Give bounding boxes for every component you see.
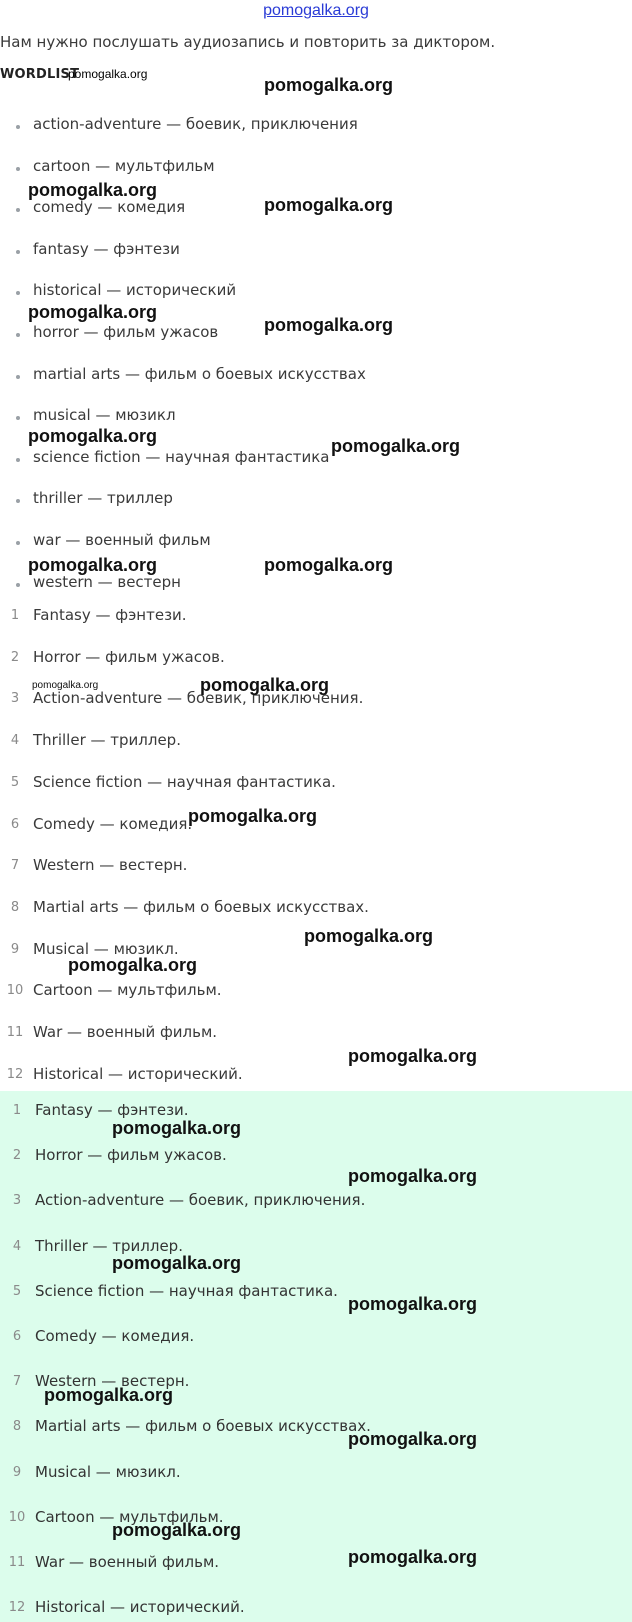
- exercise-item-text: Martial arts — фильм о боевых искусствах.: [33, 897, 369, 916]
- wordlist-item-text: horror — фильм ужасов: [33, 323, 219, 341]
- bullet-icon: [16, 375, 20, 379]
- watermark-text: pomogalka.org: [28, 180, 158, 200]
- watermark-text: pomogalka.org: [44, 1385, 174, 1405]
- wordlist-item-text: thriller — триллер: [33, 489, 173, 508]
- item-number: 9: [10, 941, 20, 957]
- watermark-text: pomogalka.org: [68, 955, 198, 975]
- bullet-icon: [16, 583, 20, 587]
- bullet-icon: [16, 541, 20, 545]
- bullet-icon: [16, 416, 20, 420]
- instruction-text: Нам нужно послушать аудиозапись и повторить за диктором.: [0, 33, 496, 51]
- wordlist-item-text: western — вестерн: [33, 572, 181, 591]
- item-number: 6: [12, 1329, 22, 1344]
- answer-item-text: Western — вестерн.: [35, 1372, 190, 1391]
- wordlist-heading: WORDLIST: [0, 67, 80, 82]
- item-number: 1: [12, 1103, 22, 1118]
- item-number: 1: [10, 608, 20, 623]
- item-number: 10: [8, 1509, 26, 1525]
- watermark-text: pomogalka.org: [348, 1429, 478, 1449]
- watermark-text: pomogalka.org: [264, 195, 394, 215]
- watermark-text: pomogalka.org: [28, 555, 158, 575]
- exercise-item-text: Historical — исторический.: [33, 1064, 243, 1083]
- bullet-icon: [16, 458, 20, 462]
- answer-item-text: War — военный фильм.: [35, 1553, 220, 1571]
- item-number: 6: [10, 816, 20, 832]
- watermark-text: pomogalka.org: [304, 926, 434, 946]
- item-number: 3: [10, 691, 20, 707]
- watermark-text: pomogalka.org: [32, 680, 99, 691]
- item-number: 10: [6, 983, 24, 999]
- watermark-text: pomogalka.org: [348, 1547, 478, 1567]
- bullet-icon: [16, 333, 20, 337]
- watermark-text: pomogalka.org: [348, 1166, 478, 1186]
- watermark-text: pomogalka.org: [331, 436, 461, 456]
- item-number: 8: [10, 899, 20, 915]
- answer-item-text: Musical — мюзикл.: [35, 1462, 181, 1481]
- watermark-text: pomogalka.org: [264, 315, 394, 335]
- exercise-item-text: War — военный фильм.: [33, 1023, 218, 1041]
- bullet-icon: [16, 291, 20, 295]
- wordlist-item-text: musical — мюзикл: [33, 406, 176, 425]
- wordlist-item-text: comedy — комедия: [33, 198, 186, 217]
- item-number: 5: [10, 774, 20, 790]
- item-number: 5: [12, 1283, 22, 1299]
- item-number: 12: [6, 1066, 24, 1082]
- exercise-item-text: Fantasy — фэнтези.: [33, 606, 187, 624]
- bullet-icon: [16, 208, 20, 212]
- answer-item-text: Science fiction — научная фантастика.: [35, 1281, 338, 1300]
- item-number: 4: [10, 733, 20, 749]
- answer-item-text: Cartoon — мультфильм.: [35, 1507, 224, 1526]
- exercise-item-text: Science fiction — научная фантастика.: [33, 772, 336, 791]
- item-number: 7: [12, 1374, 22, 1390]
- item-number: 7: [10, 858, 20, 874]
- exercise-item-text: Thriller — триллер.: [33, 731, 181, 750]
- answer-item-text: Comedy — комедия.: [35, 1327, 195, 1345]
- watermark-text: pomogalka.org: [28, 426, 158, 446]
- exercise-item-text: Cartoon — мультфильм.: [33, 981, 222, 1000]
- item-number: 12: [8, 1600, 26, 1616]
- answer-item-text: Historical — исторический.: [35, 1598, 245, 1617]
- exercise-item-text: Action-adventure — боевик, приключения.: [33, 689, 364, 708]
- item-number: 9: [12, 1464, 22, 1480]
- watermark-text: pomogalka.org: [348, 1046, 478, 1066]
- item-number: 3: [12, 1193, 22, 1209]
- item-number: 2: [12, 1148, 22, 1164]
- site-header-link[interactable]: pomogalka.org: [263, 2, 369, 19]
- watermark-text: pomogalka.org: [188, 806, 318, 826]
- watermark-text: pomogalka.org: [112, 1118, 242, 1138]
- wordlist-watermark-tag: pomogalka.org: [68, 67, 148, 81]
- answer-item-text: Horror — фильм ужасов.: [35, 1146, 227, 1165]
- wordlist-item-text: cartoon — мультфильм: [33, 156, 215, 175]
- item-number: 2: [10, 649, 20, 665]
- wordlist-item-text: science fiction — научная фантастика: [33, 447, 330, 466]
- watermark-text: pomogalka.org: [112, 1253, 242, 1273]
- wordlist-item-text: action-adventure — боевик, приключения: [33, 115, 358, 133]
- bullet-icon: [16, 125, 20, 129]
- answer-item-text: Fantasy — фэнтези.: [35, 1101, 189, 1119]
- answer-item-text: Martial arts — фильм о боевых искусствах.: [35, 1417, 371, 1436]
- watermark-text: pomogalka.org: [264, 75, 394, 95]
- answer-panel: [0, 1091, 632, 1622]
- exercise-item-text: Western — вестерн.: [33, 856, 188, 875]
- watermark-text: pomogalka.org: [200, 675, 330, 695]
- bullet-icon: [16, 167, 20, 171]
- watermark-text: pomogalka.org: [112, 1520, 242, 1540]
- wordlist-item-text: war — военный фильм: [33, 531, 211, 549]
- item-number: 11: [6, 1025, 24, 1040]
- item-number: 8: [12, 1419, 22, 1435]
- bullet-icon: [16, 250, 20, 254]
- watermark-text: pomogalka.org: [264, 555, 394, 575]
- watermark-text: pomogalka.org: [28, 302, 158, 322]
- item-number: 4: [12, 1238, 22, 1254]
- exercise-item-text: Comedy — комедия.: [33, 814, 193, 833]
- item-number: 11: [8, 1555, 26, 1570]
- answer-item-text: Action-adventure — боевик, приключения.: [35, 1191, 366, 1210]
- answer-item-text: Thriller — триллер.: [35, 1236, 183, 1255]
- watermark-text: pomogalka.org: [348, 1294, 478, 1314]
- wordlist-item-text: historical — исторический: [33, 281, 237, 300]
- wordlist-item-text: martial arts — фильм о боевых искусствах: [33, 364, 366, 383]
- bullet-icon: [16, 499, 20, 503]
- exercise-item-text: Horror — фильм ужасов.: [33, 647, 225, 666]
- wordlist-item-text: fantasy — фэнтези: [33, 239, 180, 258]
- exercise-item-text: Musical — мюзикл.: [33, 939, 179, 958]
